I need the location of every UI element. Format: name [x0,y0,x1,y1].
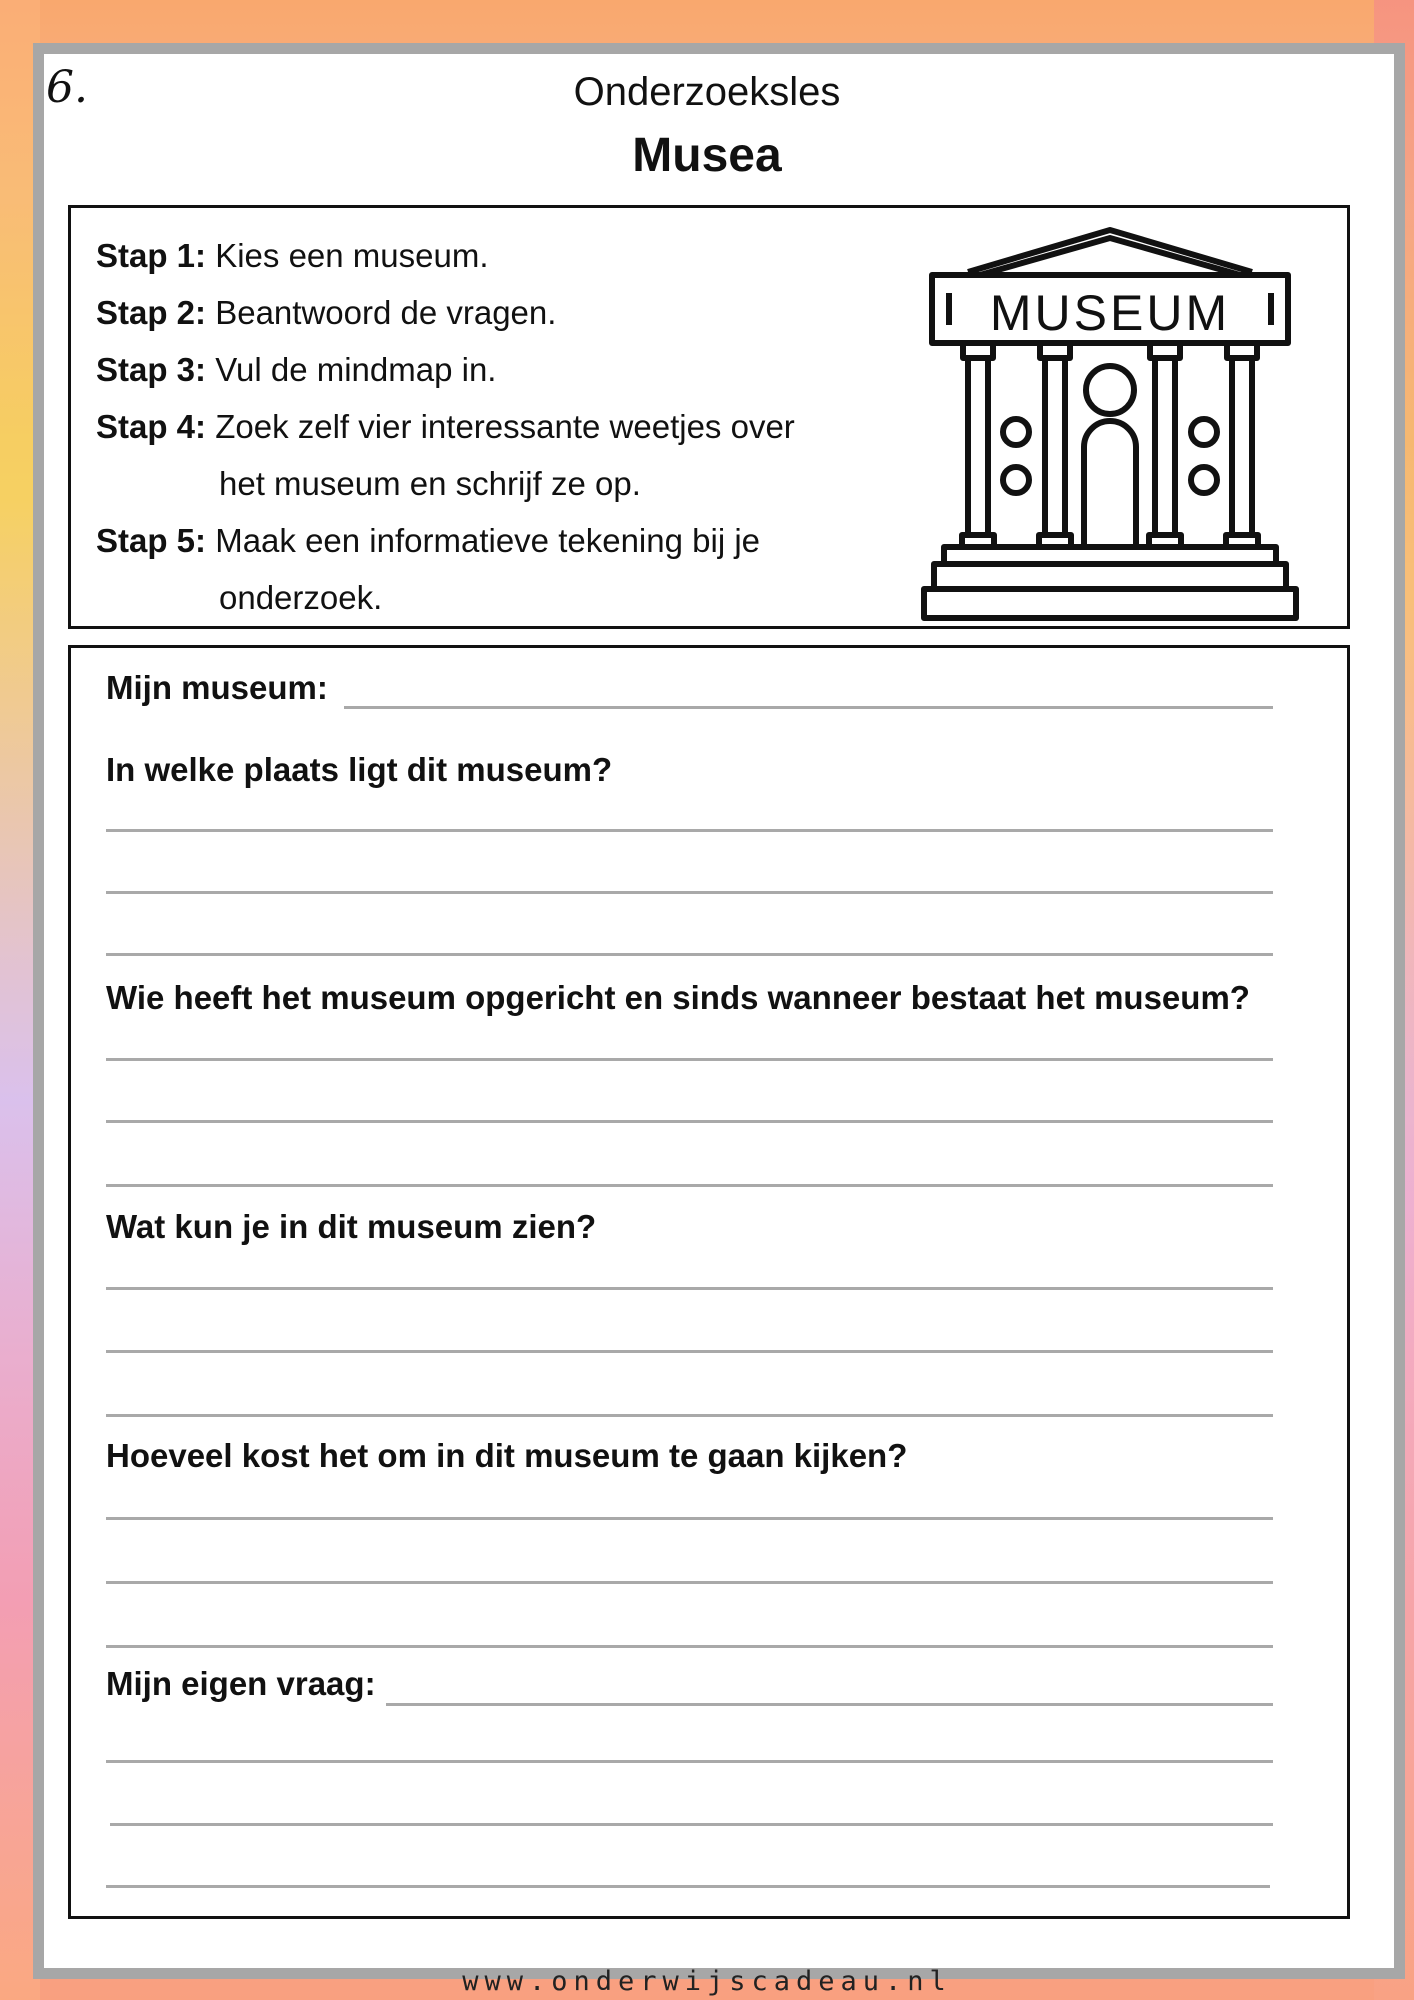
answer-line[interactable] [106,1058,1273,1061]
answer-line[interactable] [110,1823,1273,1826]
step-label: Stap 3: [96,351,207,388]
museum-building-icon [920,225,1300,625]
step-label: Stap 1: [96,237,207,274]
questions-box [68,645,1350,1919]
step-label: Stap 5: [96,522,207,559]
step-text: Maak een informatieve tekening bij je [215,522,761,559]
step-4-continuation: het museum en schrijf ze op. [219,465,641,502]
answer-line[interactable] [106,1120,1273,1123]
step-3 [96,341,496,398]
answer-line[interactable] [106,1581,1273,1584]
question-founded: Wie heeft het museum opgericht en sinds wanneer bestaat het museum? [106,979,1250,1016]
answer-line[interactable] [106,1184,1273,1187]
step-label: Stap 2: [96,294,207,331]
museum-sign-text: MUSEUM [989,285,1231,341]
footer-website: www.onderwijscadeau.nl [462,1966,952,1997]
step-text: Vul de mindmap in. [215,351,497,388]
answer-line[interactable] [106,1885,1270,1888]
answer-line[interactable] [106,1414,1273,1417]
answer-line[interactable] [106,953,1273,956]
answer-line[interactable] [106,1287,1273,1290]
answer-line[interactable] [106,1350,1273,1353]
question-location: In welke plaats ligt dit museum? [106,751,613,788]
step-text: Zoek zelf vier interessante weetjes over [215,408,795,445]
answer-line[interactable] [106,1760,1273,1763]
own-question-answer-line[interactable] [386,1703,1273,1706]
answer-line[interactable] [106,1517,1273,1520]
answer-line[interactable] [106,1645,1273,1648]
worksheet-title: Musea [632,129,782,182]
answer-line[interactable] [106,829,1273,832]
my-museum-answer-line[interactable] [344,706,1273,709]
step-1 [96,227,489,284]
step-text: Beantwoord de vragen. [215,294,557,331]
step-text: Kies een museum. [215,237,489,274]
step-label: Stap 4: [96,408,207,445]
worksheet-subtitle: Onderzoeksles [573,70,841,114]
my-museum-label: Mijn museum: [106,669,328,706]
step-2 [96,284,556,341]
answer-line[interactable] [106,891,1273,894]
own-question-label: Mijn eigen vraag: [106,1665,376,1702]
question-what-to-see: Wat kun je in dit museum zien? [106,1208,597,1245]
question-cost: Hoeveel kost het om in dit museum te gaan kijken? [106,1437,908,1474]
step-4 [96,398,795,455]
worksheet-number: 6. [46,62,88,113]
step-5-continuation: onderzoek. [219,579,383,616]
step-5 [96,512,760,569]
